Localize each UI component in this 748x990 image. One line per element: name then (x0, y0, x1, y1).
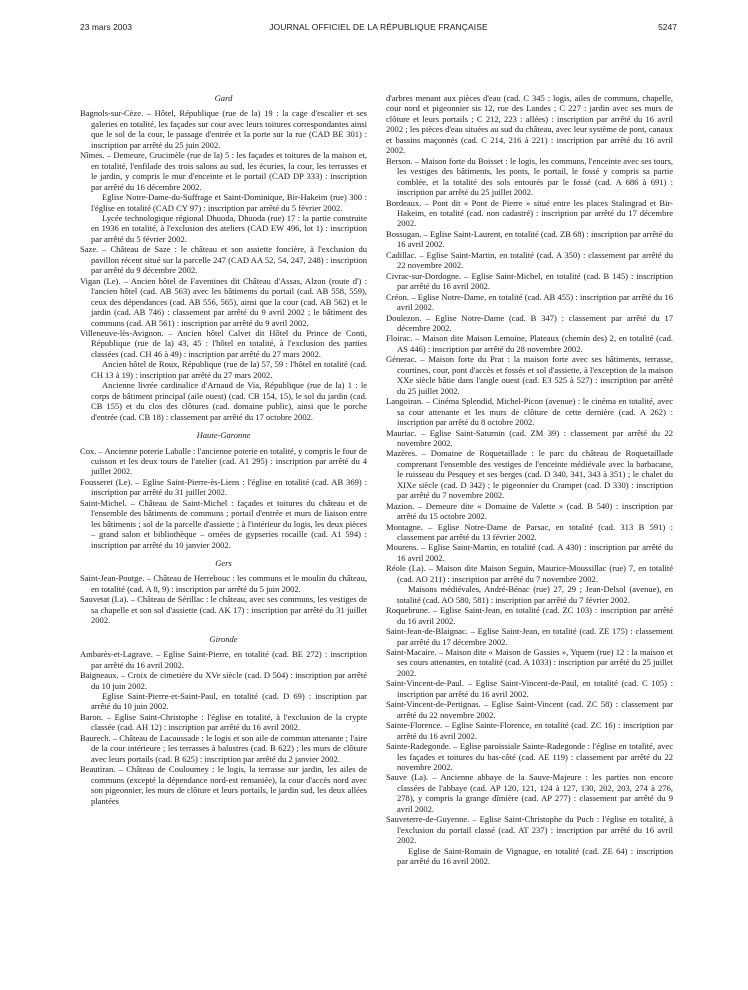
sub-entry: Eglise de Saint-Romain de Vignague, en totalité (cad. ZE 64) : inscription par arrêté du 16 avril 2002. (397, 845, 673, 867)
monument-entry: Mourens. – Eglise Saint-Martin, en totalité (cad. A 430) : inscription par arrêté du 16 avril 2002. (386, 542, 673, 563)
monument-entry: Mazères. – Domaine de Roquetaillade : le parc du château de Roquetaillade comprenant l'ensemble des vestiges de l'enceinte médiévale avec la barbacane, le ruisseau du Pesquey et ses berges (cad. D 340, 341, 343 à 351) ; le chalet du XIXe siècle (cad. D 342) ; le pigeonnier du Crampet (cad. D 330) : inscription par arrêté du 7 novembre 2002. (386, 448, 673, 501)
left-column (80, 93, 367, 806)
section-heading: Haute-Garonne (196, 430, 251, 441)
monument-entry: Réole (La). – Maison dite Maison Seguin, Maurice-Moussillac (rue) 7, en totalité (cad. AO 211) : inscription par arrêté du 7 novembre 2002. (386, 563, 673, 584)
monument-entry: Baigneaux. – Croix de cimetière du XVe siècle (cad. D 504) : inscription par arrêté du 10 juin 2002. (80, 670, 367, 691)
section-heading: Gironde (209, 633, 238, 644)
sub-entry: Ancienne livrée cardinalice d'Arnaud de Via, République (rue de la) 1 : le corps de bâtiment principal (aile ouest) (cad. CB 154, 15), le sol du jardin (cad. CB 155) et du clos des clôtures (cad. domaine public), ainsi que le porche d'entrée (cad. CB 18) : classement par arrêté du 17 octobre 2002. (91, 380, 367, 422)
monument-entry: Cadillac. – Eglise Saint-Martin, en totalité (cad. A 350) : classement par arrêté du 22 novembre 2002. (386, 249, 673, 271)
header-page-number: 5247 (658, 22, 677, 32)
monument-entry: Baurech. – Château de Lacaussade : le logis et son aile de commun attenante ; l'aire de la cour intérieure ; les terrasses à balustres (cad. B 622) ; les murs de clôture avec leurs portails (cad. B 625) : inscription par arrêté du 2 janvier 2002. (80, 732, 367, 764)
monument-entry: Beautiran. – Château de Couloumey : le logis, la terrasse sur jardin, les ailes de communs (excepté la dépendance nord-est remaniée), la cour d'accès nord avec son pigeonnier, les murs de clôture et leurs portails, le jardin sud, les deux allées plantées (80, 764, 367, 806)
monument-entry: Cox. – Ancienne poterie Laballe : l'ancienne poterie en totalité, y compris le four de cuisson et les deux tours de l'atelier (cad. A1 295) : inscription par arrêté du 4 juillet 2002. (80, 445, 367, 477)
page-header (80, 22, 677, 34)
monument-entry: Mazion. – Demeure dite « Domaine de Valette » (cad. B 540) : inscription par arrêté du 15 octobre 2002. (386, 500, 673, 522)
monument-entry: Sainte-Radegonde. – Eglise paroissiale Sainte-Radegonde : l'église en totalité, avec les façades et toitures du bas-côté (cad. AE 119) : classement par arrêté du 22 novembre 2002. (386, 741, 673, 772)
monument-entry: Berson. – Maison forte du Boisset : le logis, les communs, l'enceinte avec ses tours, les vestiges des bâtiments, les ponts, le portail, le fossé y compris sa partie comblée, et la totalité des sols entourés par le fossé (cad. A 686 à 691) : inscription par arrêté du 25 juillet 2002. (386, 155, 673, 198)
monument-entry: Villeneuve-lès-Avignon. – Ancien hôtel Calvet dit Hôtel du Prince de Conti, République (rue de la) 43, 45 : l'hôtel en totalité, à l'exclusion des parties classées (cad. CH 46 à 49) : inscription par arrêté du 27 mars 2002. (80, 327, 367, 359)
header-journal-title: JOURNAL OFFICIEL DE LA RÉPUBLIQUE FRANÇAISE (269, 22, 488, 32)
entry-continuation: d'arbres menant aux pièces d'eau (cad. C 345 : logis, ailes de communs, chapelle, cour nord et pigeonnier sis 12, rue des Landes ; C 227 : jardin avec ses murs de clôture et leurs portails ; C 212, 223 : allées) : inscription par arrêté du 16 avril 2002 ; les pièces d'eau situées au sud du château, avec leur système de pont, canaux et bassins maçonnés (cad. C 214, 216 à 221) : inscription par arrêté du 16 avril 2002. (386, 93, 673, 156)
monument-entry: Bordeaux. – Pont dit « Pont de Pierre » situé entre les places Stalingrad et Bir-Hakeim, en totalité (cad. non cadastré) : inscription par arrêté du 17 décembre 2002. (386, 197, 673, 229)
monument-entry: Fousseret (Le). – Eglise Saint-Pierre-ès-Liens : l'église en totalité (cad. AB 369) : inscription par arrêté du 31 juillet 2002. (80, 476, 367, 498)
monument-entry: Bossugan. – Eglise Saint-Laurent, en totalité (cad. ZB 68) : inscription par arrêté du 16 avril 2002. (386, 228, 673, 250)
sub-entry: Maisons médiévales, André-Bénac (rue) 27, 29 ; Jean-Delsol (avenue), en totalité (cad. AO 580, 581) : inscription par arrêté du 7 février 2002. (397, 584, 673, 605)
monument-entry: Baron. – Eglise Saint-Christophe : l'église en totalité, à l'exclusion de la crypte classée (cad. AH 12) : inscription par arrêté du 16 avril 2002. (80, 711, 367, 733)
monument-entry: Nîmes. – Demeure, Crucimèle (rue de la) 5 : les façades et toitures de la maison et, en totalité, l'enfilade des trois salons au sud, les écuries, la cour, les terrasses et le jardin, y compris le mur d'enceinte et le portail (CAD DP 333) : inscription par arrêté du 16 décembre 2002. (80, 150, 367, 192)
monument-entry: Floirac. – Maison dite Maison Lemoine, Plateaux (chemin des) 2, en totalité (cad. AS 446) : inscription par arrêté du 28 novembre 2002. (386, 333, 673, 354)
right-column (386, 93, 673, 867)
monument-entry: Montagne. – Eglise Notre-Dame de Parsac, en totalité (cad. 313 B 591) : classement par arrêté du 13 février 2002. (386, 521, 673, 543)
monument-entry: Ambarès-et-Lagrave. – Eglise Saint-Pierre, en totalité (cad. BE 272) : inscription par arrêté du 16 avril 2002. (80, 649, 367, 670)
monument-entry: Sauvetat (La). – Château de Sérillac : le château, avec ses communs, les vestiges de sa chapelle et son sol d'assiette (cad. AK 17) : inscription par arrêté du 31 juillet 2002. (80, 594, 367, 626)
monument-entry: Saint-Macaire. – Maison dite « Maison de Gassies », Yquem (rue) 12 : la maison et ses cours attenantes, en totalité (cad. A 1033) : inscription par arrêté du 25 juillet 2002. (386, 647, 673, 678)
sub-entry: Eglise Saint-Pierre-et-Saint-Paul, en totalité (cad. D 69) : inscription par arrêté du 10 juin 2002. (91, 691, 367, 712)
monument-entry: Langoiran. – Cinéma Splendid, Michel-Picon (avenue) : le cinéma en totalité, avec sa cour attenante et les murs de clôture de cette dernière (cad. A 262) : inscription par arrêté du 8 octobre 2002. (386, 396, 673, 428)
monument-entry: Sainte-Florence. – Eglise Sainte-Florence, en totalité (cad. ZC 16) : inscription par arrêté du 16 avril 2002. (386, 720, 673, 741)
monument-entry: Saze. – Château de Saze : le château et son assiette foncière, à l'exclusion du pavillon récent situé sur la parcelle 247 (CAD AA 52, 54, 247, 248) : inscription par arrêté du 9 décembre 2002. (80, 244, 367, 276)
monument-entry: Génerac. – Maison forte du Prat : la maison forte avec ses bâtiments, terrasse, courtines, cour, pont d'accès et fossés et sol d'assiette, à l'exception de la maison XXe siècle bâtie dans l'angle ouest (cad. E3 525 à 527) : inscription par arrêté du 25 juillet 2002. (386, 354, 673, 396)
monument-entry: Bagnols-sur-Cèze. – Hôtel, République (rue de la) 19 : la cage d'escalier et ses galeries en totalité, les façades sur cour avec leurs toitures correspondantes ainsi que le sol de la cour, le passage d'entrée et la porte sur la rue (CAD BE 301) : inscription par arrêté du 25 juin 2002. (80, 108, 367, 150)
section-heading: Gers (215, 558, 232, 569)
monument-entry: Doulezon. – Eglise Notre-Dame (cad. B 347) : classement par arrêté du 17 décembre 2002. (386, 312, 673, 333)
monument-entry: Sauve (La). – Ancienne abbaye de la Sauve-Majeure : les parties non encore classées de l'abbaye (cad. AP 120, 121, 124 à 127, 130, 202, 203, 274 à 276, 278), y compris la grange dîmière (cad. AP 277) : classement par arrêté du 9 avril 2002. (386, 772, 673, 814)
monument-entry: Roquebrune. – Eglise Saint-Jean, en totalité (cad. ZC 103) : inscription par arrêté du 16 avril 2002. (386, 605, 673, 626)
monument-entry: Saint-Michel. – Château de Saint-Michel : façades et toitures du château et de l'ensemble des bâtiments de communs ; portail d'entrée et murs de liaison entre les bâtiments ; sol de la parcelle d'assiette ; à l'intérieur du logis, les deux pièces – grand salon et bibliothèque – ornées de gypseries rocaille (cad. A1 594) : inscription par arrêté du 10 janvier 2002. (80, 497, 367, 550)
monument-entry: Mauriac. – Eglise Saint-Saturnin (cad. ZM 39) : classement par arrêté du 22 novembre 2002. (386, 427, 673, 448)
sub-entry: Eglise Notre-Dame-du-Suffrage et Saint-Dominique, Bir-Hakeim (rue) 300 : l'église en totalité (CAD CY 97) : inscription par arrêté du 5 février 2002. (91, 192, 367, 213)
monument-entry: Saint-Vincent-de-Pertignas. – Eglise Saint-Vincent (cad. ZC 58) : classement par arrêté du 22 novembre 2002. (386, 699, 673, 720)
sub-entry: Lycée technologique régional Dhuoda, Dhuoda (rue) 17 : la partie construite en 1936 en totalité, à l'exclusion des ateliers (CAD EW 496, lot 1) : inscription par arrêté du 5 février 2002. (91, 212, 367, 244)
sub-entry: Ancien hôtel de Roux, République (rue de la) 57, 59 : l'hôtel en totalité (cad. CH 13 à 19) : inscription par arrêté du 27 mars 2002. (91, 359, 367, 380)
section-heading: Gard (214, 93, 233, 103)
monument-entry: Sauveterre-de-Guyenne. – Eglise Saint-Christophe du Puch : l'église en totalité, à l'exclusion du portail classé (cad. AT 237) : inscription par arrêté du 16 avril 2002. (386, 814, 673, 846)
monument-entry: Vigan (Le). – Ancien hôtel de Faventines dit Château d'Assas, Alzon (route d') : l'ancien hôtel (cad. AB 563) avec les bâtiments du portail (cad. AB 558, 559), ceux des dépendances (cad. AB 556, 565), ainsi que la cour (cad. AB 562) et le jardin (cad. AB 746) : classement par arrêté du 9 avril 2002 ; le bâtiment des communs (cad. AB 561) : inscription par arrêté du 9 avril 2002. (80, 275, 367, 328)
monument-entry: Créon. – Eglise Notre-Dame, en totalité (cad. AB 455) : inscription par arrêté du 16 avril 2002. (386, 291, 673, 313)
monument-entry: Civrac-sur-Dordogne. – Eglise Saint-Michel, en totalité (cad. B 145) : inscription par arrêté du 16 avril 2002. (386, 270, 673, 292)
monument-entry: Saint-Jean-de-Blaignac. – Eglise Saint-Jean, en totalité (cad. ZE 175) : classement par arrêté du 17 décembre 2002. (386, 626, 673, 647)
monument-entry: Saint-Vincent-de-Paul. – Eglise Saint-Vincent-de-Paul, en totalité (cad. C 105) : inscription par arrêté du 16 avril 2002. (386, 678, 673, 699)
header-date: 23 mars 2003 (80, 22, 132, 32)
monument-entry: Saint-Jean-Poutge. – Château de Herrebouc : les communs et le moulin du château, en totalité (cad. A 8, 9) : inscription par arrêté du 5 juin 2002. (80, 573, 367, 594)
